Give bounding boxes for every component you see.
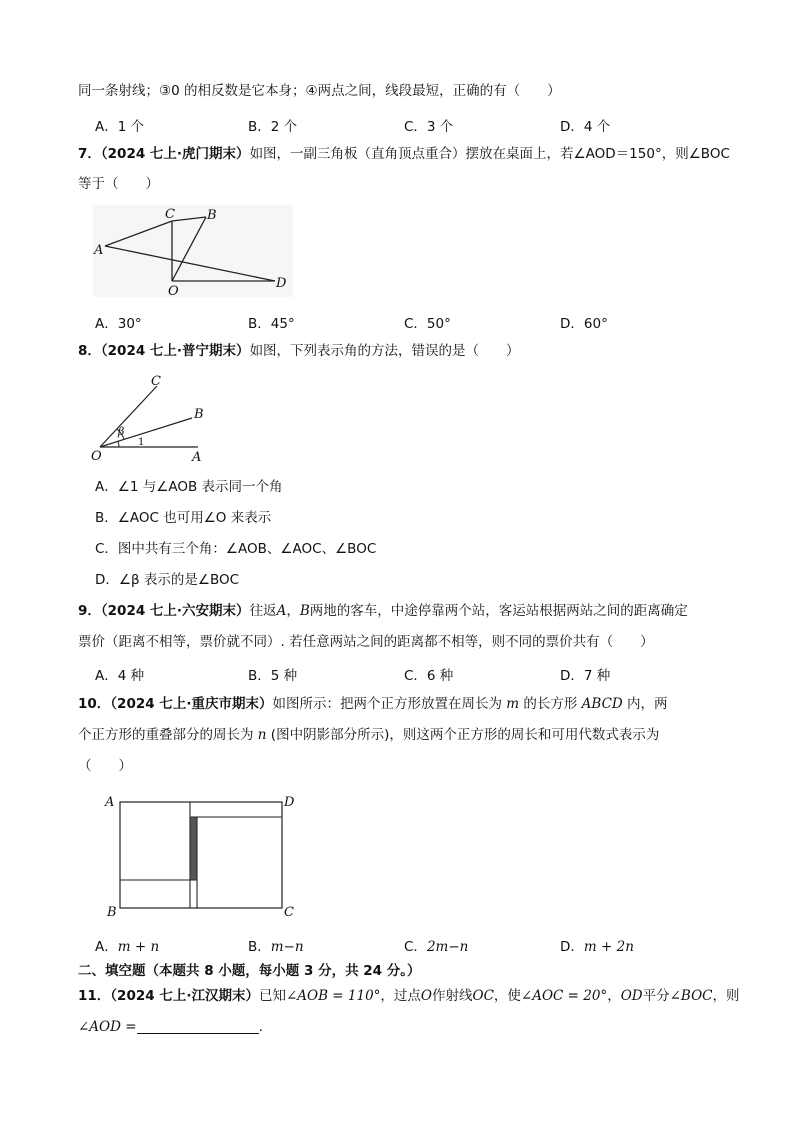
q10-option-b-prefix: B．	[248, 939, 271, 955]
q11-expr2: ∠AOC = 20°	[520, 988, 608, 1004]
q10-label-b: B	[107, 905, 117, 920]
q10-text1a: 如图所示：把两个正方形放置在周长为	[272, 696, 502, 712]
q10-option-c[interactable]	[404, 935, 468, 955]
q11-stem-line2	[78, 1018, 263, 1036]
q11-var-oc: OC	[472, 988, 494, 1004]
q8-figure-angles	[88, 372, 213, 464]
q6-option-b[interactable]: B．2 个	[248, 119, 298, 135]
q7-label-b: B	[207, 208, 217, 223]
q10-var-m: m	[506, 696, 520, 712]
q10-option-d-prefix: D．	[560, 939, 584, 955]
q10-stem-line2	[78, 726, 659, 744]
q9-number: 9．	[78, 603, 101, 619]
q9-source: （2024 七上·六安期末）	[100, 603, 250, 619]
q11-var-o: O	[420, 988, 432, 1004]
q11-number: 11．	[78, 988, 111, 1004]
q9-comma: ，	[286, 603, 300, 619]
section2-heading: 二、填空题（本题共 8 小题，每小题 3 分，共 24 分。）	[78, 963, 421, 979]
q10-text2b: (图中阴影部分所示)，则这两个正方形的周长和可用代数式表示为	[270, 727, 660, 743]
q7-label-d: D	[276, 276, 287, 291]
q11-text1d: ，使	[493, 988, 521, 1004]
q10-source: （2024 七上·重庆市期末）	[110, 696, 273, 712]
q11-expr4: ∠AOD =	[78, 1019, 137, 1035]
q9-options	[95, 664, 735, 682]
q11-text1g: ，则	[712, 988, 740, 1004]
q8-choice-c[interactable]: C．图中共有三个角：∠AOB、∠AOC、∠BOC	[95, 541, 377, 557]
q6-option-d[interactable]: D．4 个	[560, 119, 611, 135]
q7-stem-line1	[78, 145, 730, 163]
q10-text1b: 的长方形	[523, 696, 578, 712]
q7-option-d[interactable]: D．60°	[560, 316, 608, 332]
q11-text1e: ，	[607, 988, 621, 1004]
q10-option-c-prefix: C．	[404, 939, 427, 955]
q10-option-c-expr: 2m−n	[426, 939, 469, 955]
q8-label-b: B	[194, 407, 204, 422]
q7-label-a: A	[94, 243, 104, 258]
q9-option-c[interactable]: C．6 种	[404, 668, 454, 684]
q10-number: 10．	[78, 696, 111, 712]
q11-answer-blank[interactable]	[137, 1019, 259, 1034]
q11-expr3: ∠BOC	[669, 988, 713, 1004]
q11-tail: .	[258, 1019, 263, 1035]
q8-label-beta: β	[118, 425, 125, 438]
q8-stem	[78, 342, 520, 360]
q10-option-b[interactable]	[248, 935, 304, 955]
q10-label-a: A	[105, 795, 115, 810]
q7-option-b[interactable]: B．45°	[248, 316, 295, 332]
q10-stem-line1	[78, 695, 668, 713]
q9-var-b: B	[299, 603, 310, 619]
q9-var-a: A	[276, 603, 287, 619]
q11-var-od: OD	[620, 988, 643, 1004]
q11-source: （2024 七上·江汉期末）	[110, 988, 259, 1004]
q6-option-a[interactable]: A．1 个	[95, 119, 145, 135]
q10-option-a-prefix: A．	[95, 939, 118, 955]
q10-label-c: C	[284, 905, 294, 920]
q8-source: （2024 七上·普宁期末）	[100, 343, 250, 359]
q8-label-o: O	[91, 449, 102, 464]
q9-text1b: 两地的客车，中途停靠两个站，客运站根据两站之间的距离确定	[309, 603, 688, 619]
q10-option-b-expr: m−n	[270, 939, 304, 955]
q8-choice-a[interactable]: A．∠1 与∠AOB 表示同一个角	[95, 479, 283, 495]
q7-text1: 如图，一副三角板（直角顶点重合）摆放在桌面上，若∠AOD＝150°，则∠BOC	[249, 146, 730, 162]
q11-text1f: 平分	[642, 988, 670, 1004]
q8-choice-b[interactable]: B．∠AOC 也可用∠O 来表示	[95, 510, 272, 526]
q9-text1a: 往返	[249, 603, 277, 619]
q8-arc-1	[118, 441, 119, 447]
q10-options	[95, 935, 735, 953]
q7-option-c[interactable]: C．50°	[404, 316, 451, 332]
q10-figure-rectangle	[100, 792, 305, 920]
q7-source: （2024 七上·虎门期末）	[100, 146, 250, 162]
q9-stem-line2: 票价（距离不相等，票价就不同）. 若任意两站之间的距离都不相等，则不同的票价共有（ ）	[78, 634, 654, 650]
q6-options	[95, 115, 735, 133]
q10-stem-line3: （ ）	[78, 758, 132, 774]
q10-label-d: D	[284, 795, 295, 810]
q10-var-abcd: ABCD	[581, 696, 623, 712]
q8-label-1: 1	[138, 437, 145, 448]
q11-text1b: ，过点	[380, 988, 421, 1004]
q10-var-n: n	[257, 727, 267, 743]
q7-label-c: C	[165, 207, 175, 222]
q8-text: 如图，下列表示角的方法，错误的是（ ）	[249, 343, 520, 359]
q7-label-o: O	[168, 284, 179, 297]
q7-stem-line2: 等于（ ）	[78, 176, 159, 192]
q9-option-a[interactable]: A．4 种	[95, 668, 145, 684]
q11-text1a: 已知	[258, 988, 286, 1004]
q10-text2a: 个正方形的重叠部分的周长为	[78, 727, 254, 743]
q10-shaded-overlap	[190, 817, 197, 880]
q9-option-b[interactable]: B．5 种	[248, 668, 298, 684]
q7-options	[95, 312, 735, 330]
q11-stem-line1	[78, 987, 739, 1005]
q10-text1c: 内，两	[627, 696, 668, 712]
q10-rectangle-abcd	[120, 802, 282, 908]
q8-number: 8．	[78, 343, 101, 359]
q10-option-a[interactable]	[95, 935, 159, 955]
q8-label-c: C	[151, 374, 161, 389]
q10-option-d[interactable]	[560, 935, 634, 955]
q7-option-a[interactable]: A．30°	[95, 316, 142, 332]
q8-label-a: A	[192, 450, 202, 464]
q7-figure-triangle-rulers	[93, 205, 293, 297]
q10-option-d-expr: m + 2n	[583, 939, 634, 955]
q7-number: 7．	[78, 146, 101, 162]
q9-option-d[interactable]: D．7 种	[560, 668, 611, 684]
q6-text-tail: 同一条射线；③0 的相反数是它本身；④两点之间，线段最短，正确的有（ ）	[78, 83, 561, 99]
q11-text1c: 作射线	[432, 988, 473, 1004]
q9-stem-line1	[78, 602, 688, 620]
q6-option-c[interactable]: C．3 个	[404, 119, 454, 135]
q10-option-a-expr: m + n	[117, 939, 160, 955]
q8-choice-d[interactable]: D．∠β 表示的是∠BOC	[95, 572, 240, 588]
q11-expr1: ∠AOB = 110°	[285, 988, 381, 1004]
